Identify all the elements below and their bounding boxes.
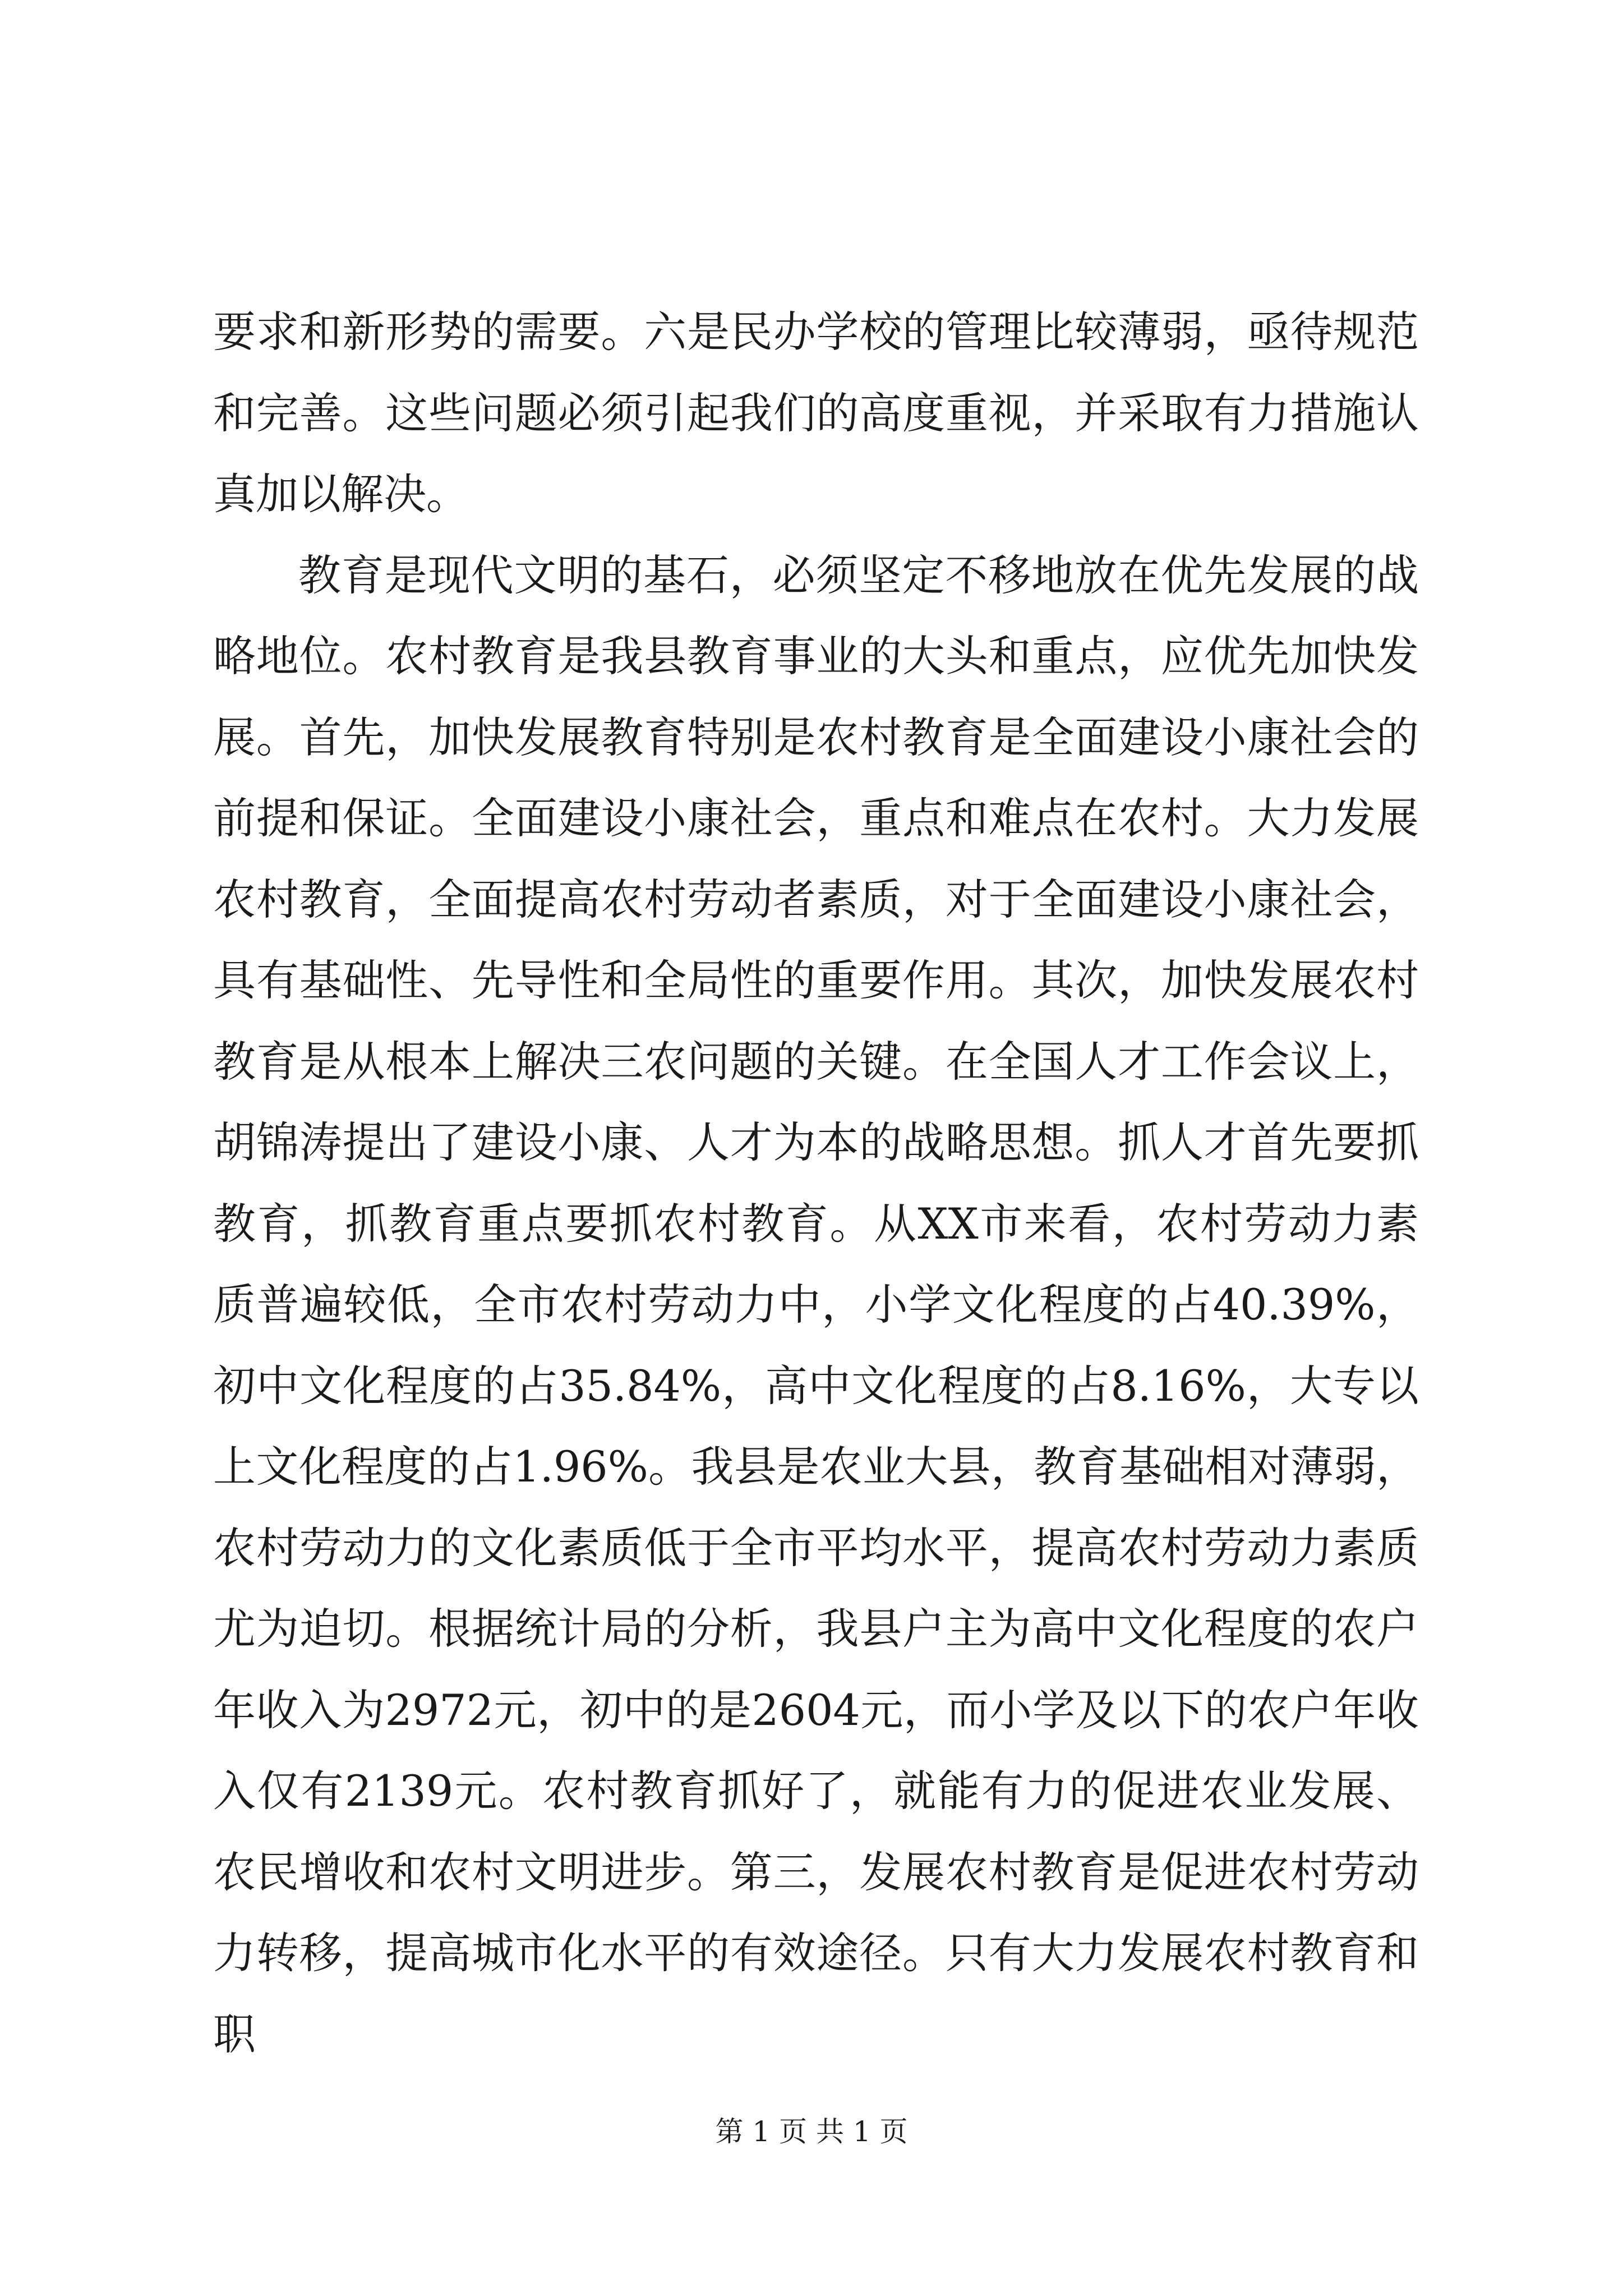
- paragraph-2: 教育是现代文明的基石，必须坚定不移地放在优先发展的战略地位。农村教育是我县教育事业的大头和重点，应优先加快发展。首先，加快发展教育特别是农村教育是全面建设小康社会的前提和保证。全面建设小康社会，重点和难点在农村。大力发展农村教育，全面提高农村劳动者素质，对于全面建设小康社会，具有基础性、先导性和全局性的重要作用。其次，加快发展农村教育是从根本上解决三农问题的关键。在全国人才工作会议上，胡锦涛提出了建设小康、人才为本的战略思想。抓人才首先要抓教育，抓教育重点要抓农村教育。从XX市来看，农村劳动力素质普遍较低，全市农村劳动力中，小学文化程度的占40.39%，初中文化程度的占35.84%，高中文化程度的占8.16%，大专以上文化程度的占1.96%。我县是农业大县，教育基础相对薄弱，农村劳动力的文化素质低于全市平均水平，提高农村劳动力素质尤为迫切。根据统计局的分析，我县户主为高中文化程度的农户年收入为2972元，初中的是2604元，而小学及以下的农户年收入仅有2139元。农村教育抓好了，就能有力的促进农业发展、农民增收和农村文明进步。第三，发展农村教育是促进农村劳动力转移，提高城市化水平的有效途径。只有大力发展农村教育和职: [213, 550, 1419, 2059]
- page-footer: 第 1 页 共 1 页: [715, 2115, 908, 2148]
- body-text: [213, 292, 1419, 2075]
- paragraph-1: 要求和新形势的需要。六是民办学校的管理比较薄弱，亟待规范和完善。这些问题必须引起我们的高度重视，并采取有力措施认真加以解决。: [213, 307, 1419, 519]
